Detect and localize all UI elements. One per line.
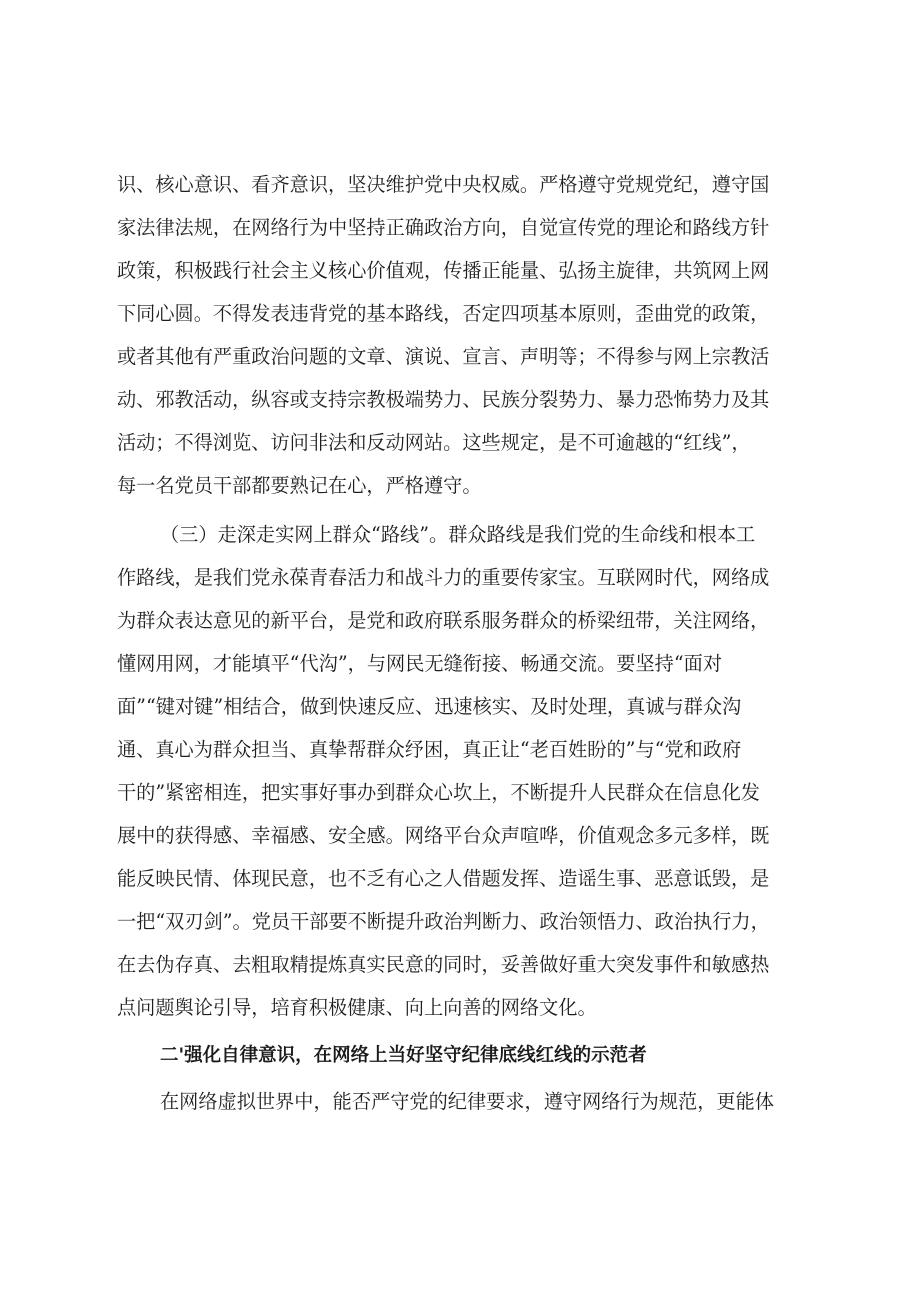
text-line: 识、核心意识、看齐意识，坚决维护党中央权威。严格遵守党规党纪，遵守国: [117, 173, 770, 196]
text-line: 活动；不得浏览、访问非法和反动网站。这些规定，是不可逾越的“红线”，: [117, 431, 751, 454]
text-line: 在去伪存真、去粗取精提炼真实民意的同时，妥善做好重大突发事件和敏感热: [117, 953, 770, 976]
text-line: 通、真心为群众担当、真挚帮群众纾困，真正让“老百姓盼的”与“党和政府: [117, 738, 742, 761]
text-line: 展中的获得感、幸福感、安全感。网络平台众声喧哗，价值观念多元多样，既: [117, 824, 770, 847]
text-line: 面”“键对键”相结合，做到快速反应、迅速核实、及时处理，真诚与群众沟: [117, 695, 742, 718]
text-line: 在网络虚拟世界中，能否严守党的纪律要求，遵守网络行为规范，更能体: [160, 1090, 774, 1113]
text-line: 点问题舆论引导，培育积极健康、向上向善的网络文化。: [117, 996, 597, 1019]
text-line: 干的”紧密相连，把实事好事办到群众心坎上，不断提升人民群众在信息化发: [117, 781, 760, 804]
text-line: 懂网用网，才能填平“代沟”，与网民无缝衔接、畅通交流。要坚持“面对: [117, 652, 723, 675]
text-line: 每一名党员干部都要熟记在心，严格遵守。: [117, 474, 482, 497]
section-heading: 二'强化自律意识，在网络上当好坚守纪律底线红线的示范者: [160, 1045, 647, 1066]
text-line: 下同心圆。不得发表违背党的基本路线，否定四项基本原则，歪曲党的政策，: [117, 302, 770, 325]
text-line: 动、邪教活动，纵容或支持宗教极端势力、民族分裂势力、暴力恐怖势力及其: [117, 388, 770, 411]
text-line: 为群众表达意见的新平台，是党和政府联系服务群众的桥梁纽带，关注网络，: [117, 609, 770, 632]
text-line: 政策，积极践行社会主义核心价值观，传播正能量、弘扬主旋律，共筑网上网: [117, 259, 770, 282]
text-line: 家法律法规，在网络行为中坚持正确政治方向，自觉宣传党的理论和路线方针: [117, 216, 770, 239]
text-line: 能反映民情、体现民意，也不乏有心之人借题发挥、造谣生事、恶意诋毁，是: [117, 867, 770, 890]
text-line: 或者其他有严重政治问题的文章、演说、宣言、声明等；不得参与网上宗教活: [117, 345, 770, 368]
text-line: 作路线，是我们党永葆青春活力和战斗力的重要传家宝。互联网时代，网络成: [117, 566, 770, 589]
text-line: 一把“双刃剑”。党员干部要不断提升政治判断力、政治领悟力、政治执行力，: [117, 910, 770, 933]
text-line: （三）走深走实网上群众“路线”。群众路线是我们党的生命线和根本工: [160, 523, 756, 546]
